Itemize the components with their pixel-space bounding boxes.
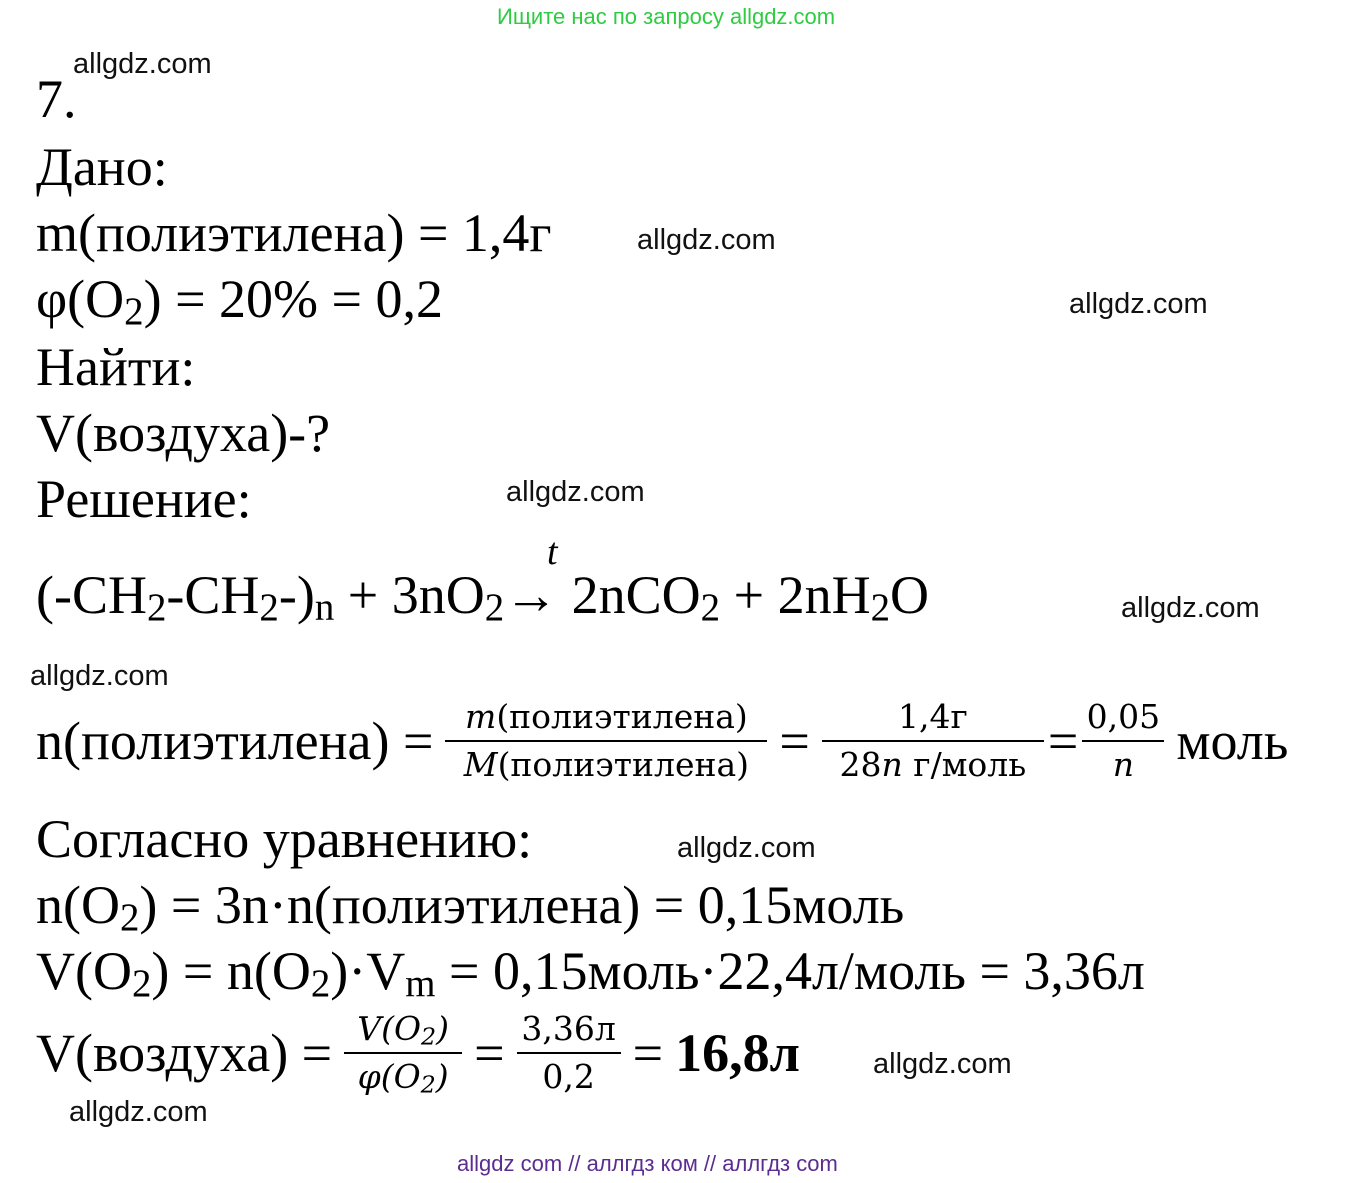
problem-number: 7. — [36, 69, 77, 129]
find-item: V(воздуха)-? — [36, 403, 331, 463]
bottom-banner: allgdz com // аллгдз ком // аллгдз com — [457, 1151, 838, 1176]
given-phi: $\varphi(O_2) = 20\% = 0,2$ — [36, 269, 443, 333]
final-answer: 16,8л — [675, 1023, 800, 1084]
watermark: allgdz.com — [677, 832, 816, 864]
amount-calculation: n(полиэтилена) = $\frac{\text{m(полиэтилена)}}{\text{M(полиэтилена)}}$ = $\frac{1,4г}{\text{28n г/моль}}$ = $\frac{0,05}{n}$ моль — [36, 694, 1288, 788]
oxygen-amount: $n(O_2)$ = 3n·n(полиэтилена) = 0,15моль — [36, 875, 905, 939]
fraction-mass-over-molar: $\frac{\text{m(полиэтилена)}}{\text{M(полиэтилена)}}$ — [445, 694, 767, 788]
watermark: allgdz.com — [637, 224, 776, 256]
according-label: Согласно уравнению: — [36, 809, 533, 869]
watermark: allgdz.com — [1121, 592, 1260, 624]
fraction-volume-over-phi: $\frac{V(O_2)}{\varphi(O_2)}$ — [344, 1006, 462, 1100]
air-volume-calculation: V(воздуха) = $\frac{V(O_2)}{\varphi(O_2)}$ = $\frac{3,36л}{0,2}$ = 16,8л — [36, 1006, 800, 1100]
reaction-equation: $(-CH_2-CH_2-)_n + 3nO_2\to 2nCO_2 + 2nH_2O$ — [36, 565, 929, 629]
given-label: Дано: — [36, 137, 168, 197]
top-banner: Ищите нас по запросу allgdz.com — [497, 4, 836, 29]
watermark: allgdz.com — [1069, 288, 1208, 320]
watermark: allgdz.com — [873, 1048, 1012, 1080]
watermark: allgdz.com — [69, 1096, 208, 1128]
find-label: Найти: — [36, 337, 196, 397]
watermark: allgdz.com — [506, 476, 645, 508]
arrow-condition: t — [547, 531, 558, 573]
fraction-result: $\frac{0,05}{n}$ — [1082, 694, 1164, 788]
fraction-numeric: $\frac{3,36л}{0,2}$ — [517, 1006, 621, 1100]
oxygen-volume: $V(O_2) = n(O_2)\cdot V_m$ = 0,15моль·22,4л/моль = 3,36л — [36, 941, 1145, 1005]
solution-label: Решение: — [36, 469, 252, 529]
fraction-value: $\frac{1,4г}{\text{28n г/моль}}$ — [822, 694, 1044, 788]
given-mass: m(полиэтилена) = 1,4г — [36, 203, 552, 263]
watermark: allgdz.com — [73, 48, 212, 80]
watermark: allgdz.com — [30, 660, 169, 692]
